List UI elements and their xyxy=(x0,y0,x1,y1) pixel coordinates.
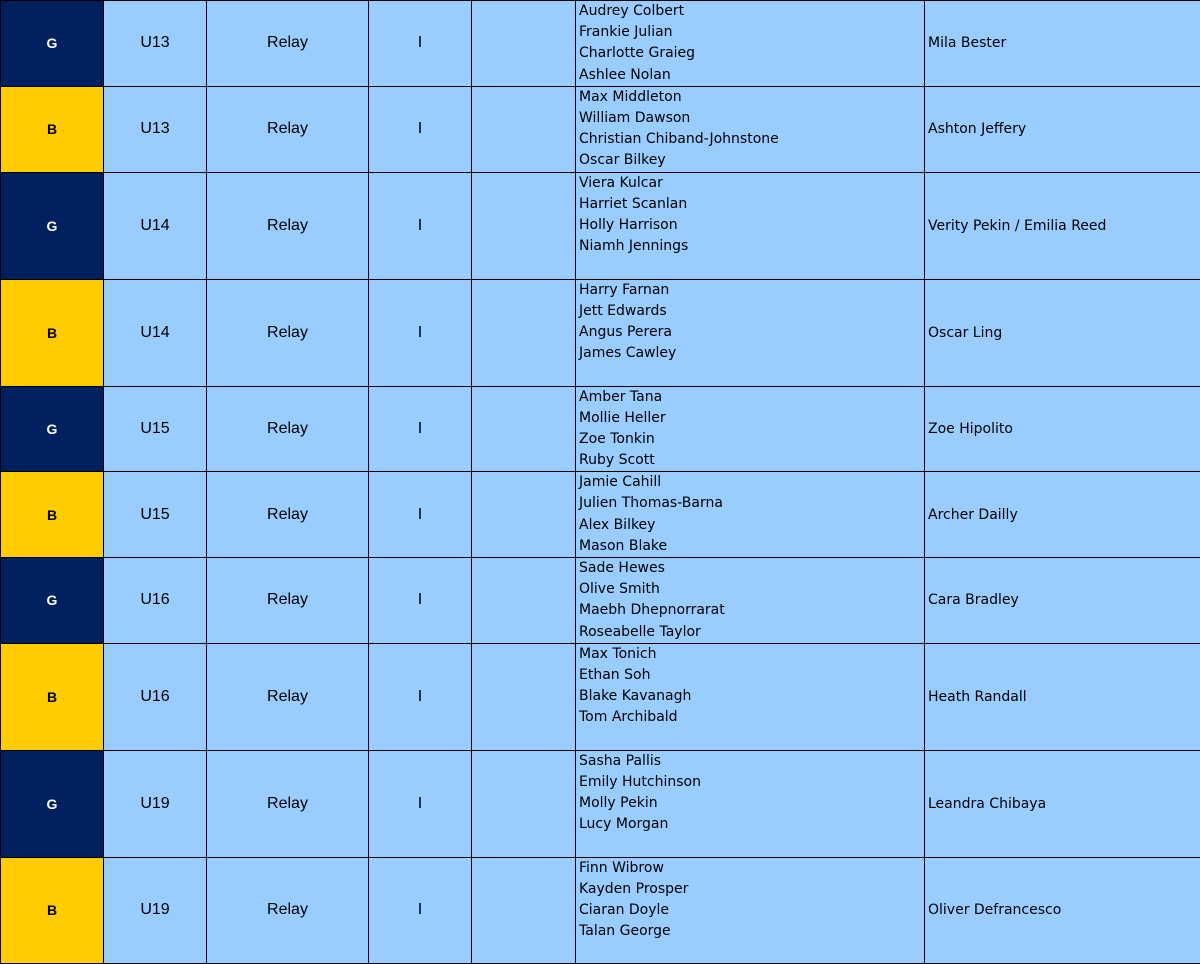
table-row xyxy=(1,386,1200,472)
empty-cell xyxy=(472,643,576,750)
age-group-cell: U13 xyxy=(104,1,207,87)
team-member: Sade Hewes xyxy=(579,558,924,579)
gender-cell: B xyxy=(1,279,104,386)
gender-cell: B xyxy=(1,472,104,558)
table-row xyxy=(1,750,1200,857)
gender-cell: G xyxy=(1,1,104,87)
gender-cell: G xyxy=(1,172,104,279)
team-members-cell xyxy=(576,643,925,750)
reserve-cell: Leandra Chibaya xyxy=(925,750,1200,857)
team-member: Viera Kulcar xyxy=(579,173,924,194)
event-cell: Relay xyxy=(207,857,369,963)
division-cell: I xyxy=(369,1,472,87)
team-member: Jett Edwards xyxy=(579,301,924,322)
event-cell: Relay xyxy=(207,750,369,857)
age-group-cell: U14 xyxy=(104,279,207,386)
team-member: Olive Smith xyxy=(579,579,924,600)
table-row xyxy=(1,279,1200,386)
team-member: Blake Kavanagh xyxy=(579,686,924,707)
team-member: Ciaran Doyle xyxy=(579,900,924,921)
division-cell: I xyxy=(369,643,472,750)
team-member: Zoe Tonkin xyxy=(579,429,924,450)
team-member: Molly Pekin xyxy=(579,793,924,814)
team-member: Mollie Heller xyxy=(579,408,924,429)
team-member: Christian Chiband-Johnstone xyxy=(579,129,924,150)
empty-cell xyxy=(472,279,576,386)
team-member: William Dawson xyxy=(579,108,924,129)
empty-cell xyxy=(472,472,576,558)
reserve-cell: Mila Bester xyxy=(925,1,1200,87)
team-member: Audrey Colbert xyxy=(579,1,924,22)
gender-cell: B xyxy=(1,857,104,963)
team-members-cell xyxy=(576,1,925,87)
age-group-cell: U14 xyxy=(104,172,207,279)
team-member: Jamie Cahill xyxy=(579,472,924,493)
event-cell: Relay xyxy=(207,1,369,87)
team-member: Max Tonich xyxy=(579,644,924,665)
team-member: Julien Thomas-Barna xyxy=(579,493,924,514)
event-cell: Relay xyxy=(207,472,369,558)
team-member: Lucy Morgan xyxy=(579,814,924,835)
division-cell: I xyxy=(369,750,472,857)
empty-cell xyxy=(472,857,576,963)
reserve-cell: Zoe Hipolito xyxy=(925,386,1200,472)
empty-cell xyxy=(472,1,576,87)
table-row xyxy=(1,558,1200,644)
reserve-cell: Heath Randall xyxy=(925,643,1200,750)
age-group-cell: U16 xyxy=(104,643,207,750)
team-member: Mason Blake xyxy=(579,536,924,557)
team-member: James Cawley xyxy=(579,343,924,364)
team-members-cell xyxy=(576,472,925,558)
team-member: Emily Hutchinson xyxy=(579,772,924,793)
team-members-cell xyxy=(576,86,925,172)
age-group-cell: U13 xyxy=(104,86,207,172)
division-cell: I xyxy=(369,279,472,386)
team-member: Harriet Scanlan xyxy=(579,194,924,215)
gender-cell: B xyxy=(1,643,104,750)
team-member: Ruby Scott xyxy=(579,450,924,471)
table-row xyxy=(1,1,1200,87)
reserve-cell: Oscar Ling xyxy=(925,279,1200,386)
event-cell: Relay xyxy=(207,386,369,472)
table-row xyxy=(1,643,1200,750)
table-body xyxy=(1,1,1200,964)
team-member: Sasha Pallis xyxy=(579,751,924,772)
age-group-cell: U15 xyxy=(104,386,207,472)
team-member: Roseabelle Taylor xyxy=(579,622,924,643)
event-cell: Relay xyxy=(207,643,369,750)
reserve-cell: Verity Pekin / Emilia Reed xyxy=(925,172,1200,279)
division-cell: I xyxy=(369,558,472,644)
team-members-cell xyxy=(576,172,925,279)
event-cell: Relay xyxy=(207,558,369,644)
team-member: Finn Wibrow xyxy=(579,858,924,879)
division-cell: I xyxy=(369,86,472,172)
team-member: Kayden Prosper xyxy=(579,879,924,900)
reserve-cell: Oliver Defrancesco xyxy=(925,857,1200,963)
team-member: Charlotte Graieg xyxy=(579,43,924,64)
team-member: Frankie Julian xyxy=(579,22,924,43)
team-member: Max Middleton xyxy=(579,87,924,108)
gender-cell: B xyxy=(1,86,104,172)
team-member: Oscar Bilkey xyxy=(579,150,924,171)
team-member: Harry Farnan xyxy=(579,280,924,301)
table-row xyxy=(1,857,1200,963)
team-members-cell xyxy=(576,857,925,963)
empty-cell xyxy=(472,172,576,279)
table-row xyxy=(1,86,1200,172)
empty-cell xyxy=(472,558,576,644)
empty-cell xyxy=(472,86,576,172)
team-member: Maebh Dhepnorrarat xyxy=(579,600,924,621)
team-member: Ethan Soh xyxy=(579,665,924,686)
age-group-cell: U16 xyxy=(104,558,207,644)
team-member: Tom Archibald xyxy=(579,707,924,728)
event-cell: Relay xyxy=(207,172,369,279)
division-cell: I xyxy=(369,172,472,279)
division-cell: I xyxy=(369,472,472,558)
reserve-cell: Cara Bradley xyxy=(925,558,1200,644)
gender-cell: G xyxy=(1,386,104,472)
event-cell: Relay xyxy=(207,86,369,172)
team-member: Niamh Jennings xyxy=(579,236,924,257)
table-row xyxy=(1,172,1200,279)
team-members-cell xyxy=(576,279,925,386)
age-group-cell: U15 xyxy=(104,472,207,558)
team-members-cell xyxy=(576,750,925,857)
division-cell: I xyxy=(369,386,472,472)
team-members-cell xyxy=(576,386,925,472)
team-member: Angus Perera xyxy=(579,322,924,343)
team-member: Alex Bilkey xyxy=(579,515,924,536)
team-member: Amber Tana xyxy=(579,387,924,408)
gender-cell: G xyxy=(1,750,104,857)
division-cell: I xyxy=(369,857,472,963)
team-member: Talan George xyxy=(579,921,924,942)
empty-cell xyxy=(472,386,576,472)
team-members-cell xyxy=(576,558,925,644)
reserve-cell: Archer Dailly xyxy=(925,472,1200,558)
table-row xyxy=(1,472,1200,558)
age-group-cell: U19 xyxy=(104,750,207,857)
event-cell: Relay xyxy=(207,279,369,386)
reserve-cell: Ashton Jeffery xyxy=(925,86,1200,172)
gender-cell: G xyxy=(1,558,104,644)
empty-cell xyxy=(472,750,576,857)
team-member: Ashlee Nolan xyxy=(579,65,924,86)
team-member: Holly Harrison xyxy=(579,215,924,236)
age-group-cell: U19 xyxy=(104,857,207,963)
